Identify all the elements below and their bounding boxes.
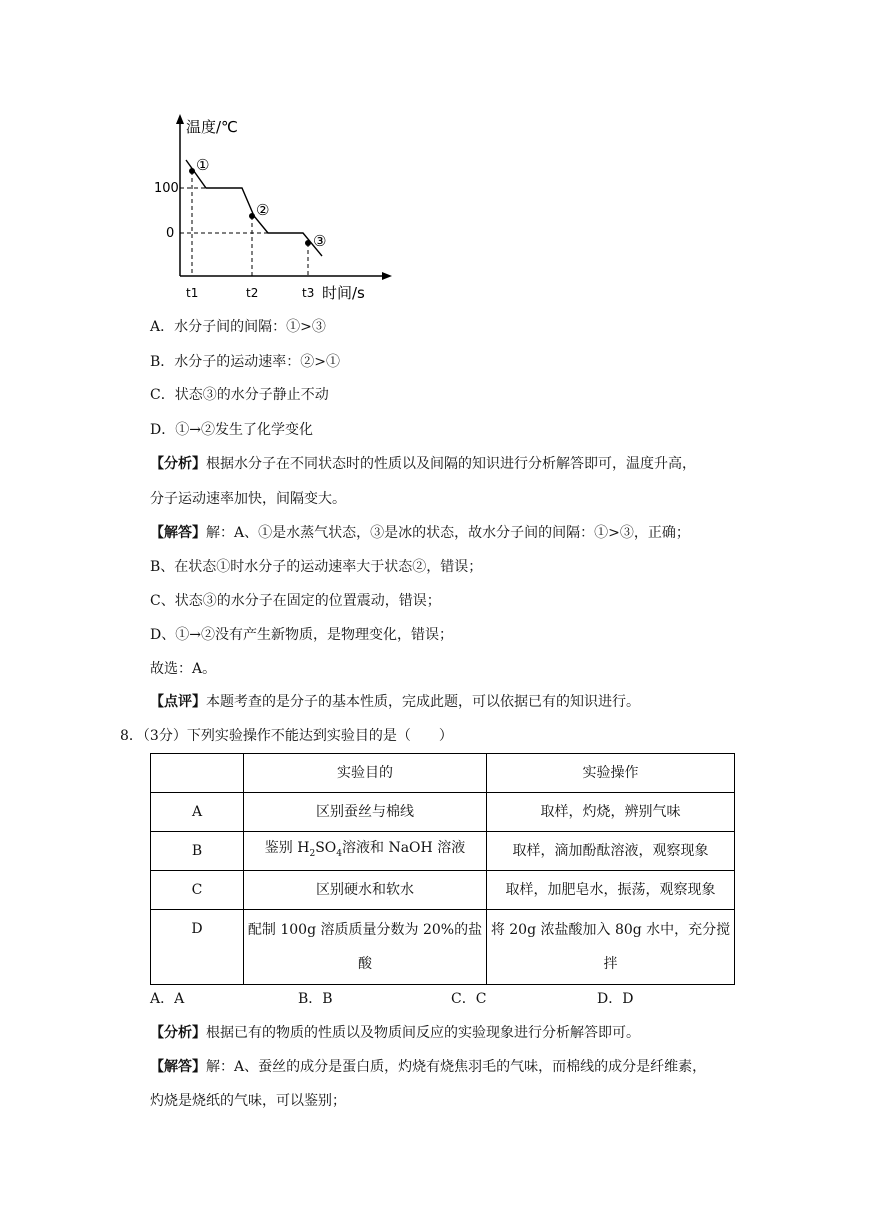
q7-analysis-cont: 分子运动速率加快，间隔变大。	[150, 491, 346, 507]
row-label: C	[151, 871, 244, 910]
q8-answer	[150, 1057, 706, 1077]
row-label: A	[151, 793, 244, 832]
row-operation: 取样，滴加酚酞溶液，观察现象	[487, 832, 735, 871]
header-operation: 实验操作	[487, 754, 735, 793]
q8-choice-a: A．A	[150, 991, 185, 1007]
row-purpose: 区别蚕丝与棉线	[244, 793, 487, 832]
q7-answer-choice: 故选：A。	[150, 661, 217, 677]
table-row	[151, 871, 735, 910]
q8-choice-c: C．C	[451, 991, 487, 1007]
q8-choice-b: B．B	[298, 991, 333, 1007]
q7-analysis	[150, 454, 696, 474]
comment-text: 本题考查的是分子的基本性质，完成此题，可以依据已有的知识进行。	[206, 694, 640, 710]
row-label: B	[151, 832, 244, 871]
cooling-curve	[186, 160, 322, 256]
x-tick-t3: t3	[302, 286, 315, 300]
q7-option-d: D．①→②发生了化学变化	[150, 422, 313, 438]
analysis-tag: 【分析】	[150, 456, 206, 472]
x-axis-label: 时间/s	[322, 284, 365, 302]
purpose-post: 溶液和 NaOH 溶液	[342, 840, 466, 857]
table-row	[151, 910, 735, 985]
row-purpose	[244, 832, 487, 871]
x-tick-t2: t2	[246, 286, 259, 300]
experiment-table	[150, 753, 735, 985]
temperature-time-graph	[150, 108, 400, 308]
table-header-row	[151, 754, 735, 793]
x-axis-arrow	[382, 272, 392, 280]
answer-tag: 【解答】	[150, 525, 206, 541]
point-3	[305, 240, 311, 246]
analysis-text: 根据水分子在不同状态时的性质以及间隔的知识进行分析解答即可，温度升高，	[206, 456, 696, 472]
header-blank	[151, 754, 244, 793]
q7-answer-d: D、①→②没有产生新物质，是物理变化，错误；	[150, 627, 453, 643]
point-1	[189, 168, 195, 174]
point-2-label: ②	[256, 201, 270, 219]
analysis-text: 根据已有的物质的性质以及物质间反应的实验现象进行分析解答即可。	[206, 1025, 640, 1041]
operation-line-1: 将 20g 浓盐酸加入 80g 水中，充分搅	[490, 922, 731, 938]
x-tick-t1: t1	[186, 286, 199, 300]
q7-answer-b: B、在状态①时水分子的运动速率大于状态②，错误；	[150, 559, 483, 575]
q7-option-a: A．水分子间的间隔：①>③	[150, 319, 326, 335]
row-operation: 取样，加肥皂水，振荡，观察现象	[487, 871, 735, 910]
y-axis-label: 温度/℃	[186, 118, 238, 136]
point-2	[249, 213, 255, 219]
q7-answer-c: C、状态③的水分子在固定的位置震动，错误；	[150, 593, 441, 609]
table-row	[151, 793, 735, 832]
answer-text: 解：A、①是水蒸气状态，③是冰的状态，故水分子间的间隔：①>③，正确；	[206, 525, 690, 541]
q8-analysis	[150, 1023, 640, 1043]
q8-answer-cont: 灼烧是烧纸的气味，可以鉴别；	[150, 1093, 346, 1109]
y-axis-arrow	[176, 114, 184, 124]
purpose-sub-4: 4	[336, 848, 343, 859]
purpose-sub-2: 2	[309, 848, 316, 859]
point-3-label: ③	[313, 232, 327, 250]
row-purpose: 区别硬水和软水	[244, 871, 487, 910]
answer-text: 解：A、蚕丝的成分是蛋白质，灼烧有烧焦羽毛的气味，而棉线的成分是纤维素，	[206, 1059, 707, 1075]
table-row	[151, 832, 735, 871]
q7-option-c: C．状态③的水分子静止不动	[150, 387, 329, 403]
row-operation: 取样，灼烧，辨别气味	[487, 793, 735, 832]
point-1-label: ①	[196, 156, 210, 174]
purpose-pre: 鉴别 H	[264, 840, 310, 857]
q7-answer	[150, 523, 690, 543]
answer-tag: 【解答】	[150, 1059, 206, 1075]
purpose-line-2: 酸	[358, 956, 372, 972]
y-tick-100: 100	[154, 181, 179, 196]
header-purpose: 实验目的	[244, 754, 487, 793]
q7-comment	[150, 692, 640, 712]
q8-stem: 8．（3分）下列实验操作不能达到实验目的是（ ）	[120, 728, 453, 744]
row-purpose	[244, 910, 487, 985]
purpose-mid: SO	[315, 840, 337, 857]
purpose-line-1: 配制 100g 溶质质量分数为 20%的盐	[247, 922, 483, 938]
row-label: D	[151, 910, 244, 985]
comment-tag: 【点评】	[150, 694, 206, 710]
row-operation	[487, 910, 735, 985]
y-tick-0: 0	[166, 226, 175, 241]
operation-line-2: 拌	[603, 956, 618, 972]
q8-choice-d: D．D	[597, 991, 634, 1007]
analysis-tag: 【分析】	[150, 1025, 206, 1041]
q7-option-b: B．水分子的运动速率：②>①	[150, 354, 341, 370]
